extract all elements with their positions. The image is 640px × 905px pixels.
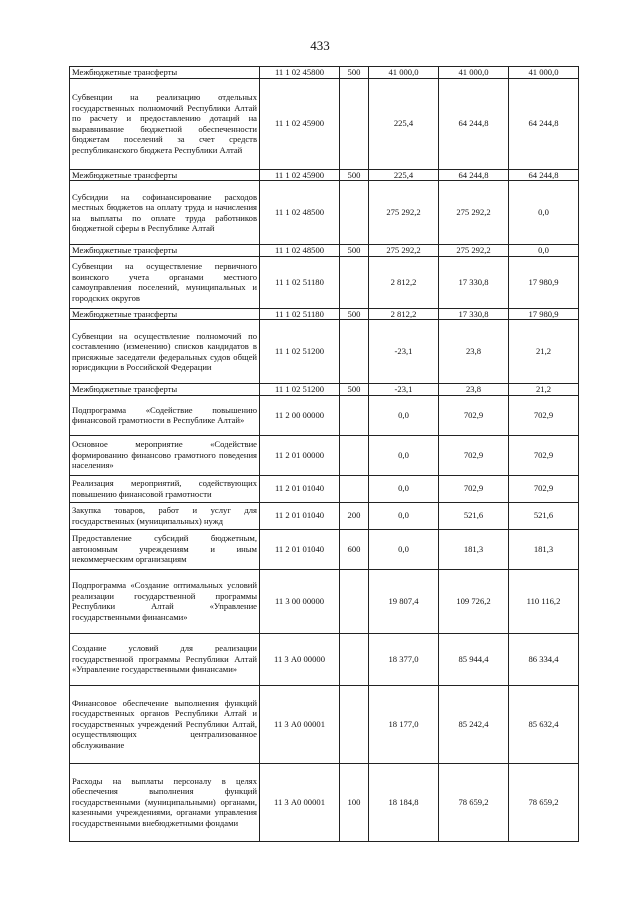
row-expense-type: 500 <box>340 245 369 257</box>
row-expense-type <box>340 320 369 384</box>
table-row <box>70 67 579 79</box>
row-amount-3: 702,9 <box>509 395 579 435</box>
row-expense-type <box>340 181 369 245</box>
row-amount-2: 275 292,2 <box>439 245 509 257</box>
row-amount-2: 23,8 <box>439 320 509 384</box>
row-expense-type: 500 <box>340 169 369 181</box>
row-amount-3: 41 000,0 <box>509 67 579 79</box>
row-amount-2: 702,9 <box>439 475 509 502</box>
row-expense-type <box>340 395 369 435</box>
row-amount-3: 521,6 <box>509 502 579 529</box>
row-amount-2: 41 000,0 <box>439 67 509 79</box>
table-row <box>70 475 579 502</box>
row-expense-type <box>340 256 369 308</box>
table-row <box>70 245 579 257</box>
table-row <box>70 633 579 685</box>
row-amount-1: 2 812,2 <box>369 256 439 308</box>
row-amount-3: 110 116,2 <box>509 569 579 633</box>
row-amount-3: 181,3 <box>509 529 579 569</box>
row-name: Субвенции на осуществление первичного воинского учета органами местного самоуправления поселений, муниципальных и городских округов <box>70 256 260 308</box>
row-expense-type <box>340 435 369 475</box>
row-expense-type: 100 <box>340 763 369 841</box>
row-amount-3: 17 980,9 <box>509 308 579 320</box>
page-number: 433 <box>310 38 330 53</box>
table-row <box>70 256 579 308</box>
row-code: 11 2 01 01040 <box>260 529 340 569</box>
row-expense-type: 500 <box>340 384 369 396</box>
row-name: Финансовое обеспечение выполнения функций государственных органов Республики Алтай и государственных учреждений Республики Алтай, осуществляющих централизованное обслуживание <box>70 685 260 763</box>
row-name: Субвенции на осуществление полномочий по составлению (изменению) списков кандидатов в присяжные заседатели федеральных судов общей юрисдикции в Российской Федерации <box>70 320 260 384</box>
row-code: 11 2 01 01040 <box>260 502 340 529</box>
row-name: Расходы на выплаты персоналу в целях обеспечения выполнения функций государственными (муниципальными) органами, казенными учреждениями, органами управления государственными внебюджетными фондами <box>70 763 260 841</box>
row-code: 11 1 02 45800 <box>260 67 340 79</box>
row-amount-1: -23,1 <box>369 384 439 396</box>
table-row <box>70 78 579 169</box>
table-row <box>70 502 579 529</box>
row-amount-2: 23,8 <box>439 384 509 396</box>
row-code: 11 2 01 01040 <box>260 475 340 502</box>
row-amount-3: 21,2 <box>509 384 579 396</box>
row-amount-1: 275 292,2 <box>369 181 439 245</box>
row-amount-3: 64 244,8 <box>509 169 579 181</box>
row-amount-2: 85 944,4 <box>439 633 509 685</box>
row-code: 11 3 А0 00001 <box>260 763 340 841</box>
row-amount-1: -23,1 <box>369 320 439 384</box>
row-amount-1: 0,0 <box>369 475 439 502</box>
row-expense-type <box>340 633 369 685</box>
row-amount-1: 18 177,0 <box>369 685 439 763</box>
row-name: Реализация мероприятий, содействующих повышению финансовой грамотности <box>70 475 260 502</box>
row-amount-2: 109 726,2 <box>439 569 509 633</box>
row-amount-1: 0,0 <box>369 435 439 475</box>
row-expense-type <box>340 569 369 633</box>
row-amount-3: 64 244,8 <box>509 78 579 169</box>
row-code: 11 1 02 48500 <box>260 245 340 257</box>
table-row <box>70 169 579 181</box>
row-name: Межбюджетные трансферты <box>70 384 260 396</box>
row-code: 11 1 02 45900 <box>260 169 340 181</box>
row-expense-type <box>340 475 369 502</box>
row-code: 11 1 02 45900 <box>260 78 340 169</box>
row-amount-2: 702,9 <box>439 435 509 475</box>
row-name: Подпрограмма «Содействие повышению финансовой грамотности в Республике Алтай» <box>70 395 260 435</box>
row-amount-2: 521,6 <box>439 502 509 529</box>
row-code: 11 1 02 48500 <box>260 181 340 245</box>
row-expense-type: 500 <box>340 67 369 79</box>
table-row <box>70 384 579 396</box>
row-name: Межбюджетные трансферты <box>70 67 260 79</box>
table-row <box>70 395 579 435</box>
table-row <box>70 435 579 475</box>
row-name: Субсидии на софинансирование расходов местных бюджетов на оплату труда и начисления на выплаты по оплате труда работников бюджетной сферы в Республике Алтай <box>70 181 260 245</box>
budget-table-body <box>70 67 579 842</box>
row-code: 11 2 00 00000 <box>260 395 340 435</box>
row-amount-1: 0,0 <box>369 395 439 435</box>
row-code: 11 3 00 00000 <box>260 569 340 633</box>
table-row <box>70 685 579 763</box>
row-expense-type: 600 <box>340 529 369 569</box>
row-amount-2: 85 242,4 <box>439 685 509 763</box>
row-name: Межбюджетные трансферты <box>70 308 260 320</box>
row-amount-2: 78 659,2 <box>439 763 509 841</box>
row-code: 11 1 02 51180 <box>260 256 340 308</box>
row-amount-3: 0,0 <box>509 245 579 257</box>
table-row <box>70 569 579 633</box>
table-row <box>70 763 579 841</box>
row-amount-1: 0,0 <box>369 529 439 569</box>
row-code: 11 2 01 00000 <box>260 435 340 475</box>
row-amount-2: 17 330,8 <box>439 308 509 320</box>
row-amount-3: 702,9 <box>509 435 579 475</box>
row-amount-1: 18 377,0 <box>369 633 439 685</box>
row-amount-1: 225,4 <box>369 78 439 169</box>
row-amount-3: 78 659,2 <box>509 763 579 841</box>
row-name: Создание условий для реализации государственной программы Республики Алтай «Управление государственными финансами» <box>70 633 260 685</box>
row-code: 11 1 02 51200 <box>260 384 340 396</box>
budget-table <box>69 66 579 842</box>
row-name: Основное мероприятие «Содействие формированию финансово грамотного поведения населения» <box>70 435 260 475</box>
row-amount-1: 0,0 <box>369 502 439 529</box>
row-amount-1: 275 292,2 <box>369 245 439 257</box>
row-name: Закупка товаров, работ и услуг для государственных (муниципальных) нужд <box>70 502 260 529</box>
row-amount-1: 225,4 <box>369 169 439 181</box>
row-amount-1: 2 812,2 <box>369 308 439 320</box>
row-name: Межбюджетные трансферты <box>70 169 260 181</box>
row-expense-type: 200 <box>340 502 369 529</box>
table-row <box>70 320 579 384</box>
row-amount-3: 86 334,4 <box>509 633 579 685</box>
row-name: Субвенции на реализацию отдельных государственных полномочий Республики Алтай по расчету и предоставлению дотаций на выравнивание бюджетной обеспеченности бюджетам поселений за счет средств республиканского бюджета Республики Алтай <box>70 78 260 169</box>
row-expense-type <box>340 78 369 169</box>
row-name: Предоставление субсидий бюджетным, автономным учреждениям и иным некоммерческим организациям <box>70 529 260 569</box>
row-amount-2: 275 292,2 <box>439 181 509 245</box>
row-amount-1: 18 184,8 <box>369 763 439 841</box>
row-amount-3: 21,2 <box>509 320 579 384</box>
row-amount-3: 85 632,4 <box>509 685 579 763</box>
row-amount-3: 702,9 <box>509 475 579 502</box>
row-expense-type <box>340 685 369 763</box>
row-amount-2: 181,3 <box>439 529 509 569</box>
row-amount-1: 19 807,4 <box>369 569 439 633</box>
row-code: 11 3 А0 00001 <box>260 685 340 763</box>
row-name: Межбюджетные трансферты <box>70 245 260 257</box>
row-amount-2: 64 244,8 <box>439 78 509 169</box>
table-row <box>70 181 579 245</box>
row-code: 11 1 02 51200 <box>260 320 340 384</box>
row-code: 11 1 02 51180 <box>260 308 340 320</box>
row-expense-type: 500 <box>340 308 369 320</box>
row-amount-2: 64 244,8 <box>439 169 509 181</box>
row-amount-3: 0,0 <box>509 181 579 245</box>
table-row <box>70 308 579 320</box>
row-amount-3: 17 980,9 <box>509 256 579 308</box>
table-row <box>70 529 579 569</box>
row-code: 11 3 А0 00000 <box>260 633 340 685</box>
row-amount-1: 41 000,0 <box>369 67 439 79</box>
row-amount-2: 702,9 <box>439 395 509 435</box>
row-amount-2: 17 330,8 <box>439 256 509 308</box>
row-name: Подпрограмма «Создание оптимальных условий реализации государственной программы Республики Алтай «Управление государственными финансами» <box>70 569 260 633</box>
